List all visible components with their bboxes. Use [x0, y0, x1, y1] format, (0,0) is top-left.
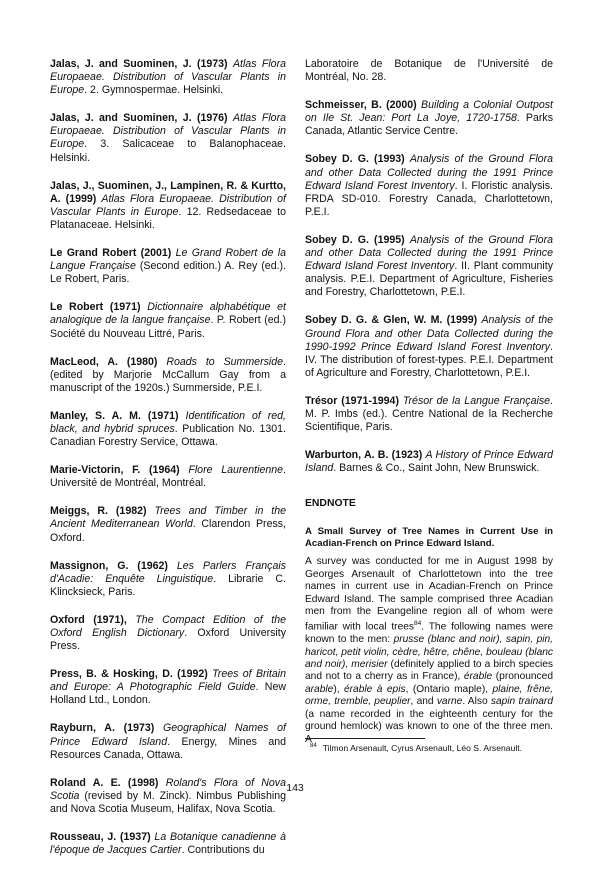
reference-author: Rayburn, A. (1973) [50, 722, 164, 735]
reference-details: . 3. Salicaceae to Balanophaceae. Helsinki. [50, 138, 286, 164]
reference-title: Le Grand Robert de la Langue Française [50, 247, 287, 273]
reference-entry [50, 301, 286, 340]
reference-details: . 12. Redsedaceae to Platanaceae. Helsinki. [50, 205, 286, 231]
reference-entry [50, 668, 286, 707]
reference-entry [50, 722, 286, 761]
reference-details: . Energy, Mines and Resources Canada, Ottawa. [50, 735, 286, 761]
reference-entry [305, 234, 553, 299]
reference-details: . IV. The distribution of forest-types. P.E.I. Department of Agriculture and Forestry, Charlottetown, P.E.I. [305, 340, 553, 379]
footnote [310, 743, 522, 753]
reference-entry [50, 831, 286, 857]
reference-details: . Contributions du [181, 844, 265, 857]
right-reference-list [305, 99, 553, 475]
reference-entry [50, 58, 286, 97]
reference-title: A History of Prince Edward Island [305, 449, 553, 475]
reference-continuation: Laboratoire de Botanique de l'Université de Montréal, No. 28. [305, 58, 553, 84]
footnote-ref: 84 [414, 620, 422, 628]
reference-details: . II. Plant community analysis. P.E.I. Department of Agriculture, Fisheries and Forestry, Charlottetown, P.E.I. [305, 260, 553, 299]
reference-title: Trees and Timber in the Ancient Mediterranean World [50, 505, 286, 531]
reference-details: . Université de Montréal, Montréal. [50, 464, 286, 490]
footnote-divider [305, 738, 425, 739]
reference-author: Rousseau, J. (1937) [50, 831, 155, 844]
reference-details: (Second edition.) A. Rey (ed.). Le Robert, Paris. [50, 260, 287, 286]
reference-entry [305, 314, 553, 379]
reference-title: La Botanique canadienne à l'époque de Jacques Cartier [50, 831, 286, 857]
reference-title: Analysis of the Ground Flora and other Data Collected during the 1991 Prince Edward Island Forest Inventory [305, 233, 553, 273]
reference-title: Roads to Summerside [166, 355, 284, 368]
reference-details: . 2. Gymnospermae. Helsinki. [84, 84, 224, 97]
reference-title: Roland's Flora of Nova Scotia [50, 776, 286, 802]
reference-author: Roland A. E. (1998) [50, 776, 166, 789]
footnote-mark: 84 [310, 743, 317, 750]
reference-entry [50, 247, 286, 286]
reference-entry [50, 464, 286, 490]
endnote-body: A survey was conducted for me in August 1998 by Georges Arsenault of Charlottetown into the tree names in current use in Acadian-French on Prince Edward Island. The sample comprised three Acadian men from the Evangeline region all of whom were familiar with local trees$^{84}$. The following names were known to the men: prusse (blanc and noir), sapin, pin, haricot, petit violin, cèdre, hêtre, chêne, bouleau (blanc and noir), merisier (definitely applied to a birch species and not to a cherry as in France), érable (pronounced arable), érable à epis, (Ontario maple), plaine, frêne, orme, tremble, peuplier, and varne. Also sapin trainard (a name recorded in the eighteenth century for the ground hemlock) was known to one of the three men. A [305, 556, 553, 745]
reference-entry [305, 449, 553, 475]
reference-details: . Oxford University Press. [50, 627, 286, 653]
reference-author: Sobey D. G. (1995) [305, 233, 410, 246]
reference-details: . Publication No. 1301. Canadian Forestry Service, Ottawa. [50, 422, 286, 449]
reference-author: Le Robert (1971) [50, 301, 148, 314]
reference-author: Press, B. & Hosking, D. (1992) [50, 668, 213, 681]
reference-author: Jalas, J. and Suominen, J. (1973) [50, 58, 233, 70]
reference-author: Warburton, A. B. (1923) [305, 449, 426, 462]
footnote-text: Tilmon Arsenault, Cyrus Arsenault, Léo S. Arsenault. [322, 743, 523, 753]
reference-title: Atlas Flora Europaeae. Distribution of Vascular Plants in Europe [50, 58, 286, 97]
reference-title: Analysis of the Ground Flora and other Data Collected during the 1990-1992 Prince Edward Island Forest Inventory [305, 314, 553, 353]
reference-title: Les Parlers Français d'Acadie: Enquête Linguistique [50, 559, 286, 585]
reference-title: Geographical Names of Prince Edward Island [50, 722, 286, 748]
reference-title: Atlas Flora Europaeae. Distribution of Vascular Plants in Europe [50, 112, 286, 151]
reference-entry [50, 505, 286, 544]
reference-author: Marie-Victorin, F. (1964) [50, 464, 189, 477]
reference-author: Manley, S. A. M. (1971) [50, 409, 186, 422]
reference-author: Massignon, G. (1962) [50, 559, 177, 572]
reference-entry [50, 614, 286, 653]
reference-entry [305, 153, 553, 218]
reference-details: . I. Floristic analysis. FRDA SD-010. Forestry Canada, Charlottetown, P.E.I. [305, 179, 553, 218]
reference-author: Sobey D. G. & Glen, W. M. (1999) [305, 314, 482, 327]
reference-title: Dictionnaire alphabétique et analogique de la langue française [50, 301, 287, 327]
reference-title: Building a Colonial Outpost on Ile St. Jean: Port La Joye, 1720-1758 [305, 99, 553, 125]
reference-title: Atlas Flora Europaeae. Distribution of Vascular Plants in Europe [50, 192, 286, 218]
reference-details: . Librarie C. Klincksieck, Paris. [50, 572, 286, 598]
reference-title: Analysis of the Ground Flora and other Data Collected during the 1991 Prince Edward Island Forest Inventory [305, 153, 553, 192]
reference-entry [50, 356, 286, 395]
reference-title: Flore Laurentienne [188, 464, 284, 477]
reference-author: Schmeisser, B. (2000) [305, 99, 422, 112]
reference-author: Le Grand Robert (2001) [50, 247, 176, 260]
left-column [50, 58, 286, 872]
reference-details: (revised by M. Zinck). Nimbus Publishing and Nova Scotia Museum, Halifax, Nova Scotia. [50, 789, 286, 815]
endnote-subtitle: A Small Survey of Tree Names in Current Use in Acadian-French on Prince Edward Island. [305, 526, 553, 550]
reference-entry [305, 395, 553, 434]
reference-title: Identification of red, black, and hybrid spruces [50, 409, 286, 435]
reference-author: Trésor (1971-1994) [305, 394, 403, 407]
page-number: 143 [286, 782, 304, 794]
reference-details: . Parks Canada, Atlantic Service Centre. [305, 112, 553, 138]
endnote-heading: ENDNOTE [305, 498, 356, 510]
reference-entry [305, 99, 553, 138]
reference-author: Oxford (1971), [50, 613, 136, 626]
reference-author: Jalas, J., Suominen, J., Lampinen, R. & Kurtto, A. (1999) [50, 179, 286, 205]
reference-entry [50, 560, 286, 599]
reference-author: Sobey D. G. (1993) [305, 153, 410, 166]
reference-details: . Barnes & Co., Saint John, New Brunswick. [333, 462, 540, 475]
reference-details: . New Holland Ltd., London. [50, 681, 286, 707]
reference-details: . M. P. Imbs (ed.). Centre National de la Recherche Scientifique, Paris. [305, 394, 553, 434]
reference-entry [50, 410, 286, 449]
reference-details: . P. Robert (ed.) Société du Nouveau Littré, Paris. [50, 314, 286, 340]
reference-entry [50, 180, 286, 232]
reference-title: Trees of Britain and Europe: A Photographic Field Guide [50, 668, 286, 694]
reference-author: Meiggs, R. (1982) [50, 505, 155, 518]
reference-author: MacLeod, A. (1980) [50, 355, 167, 368]
reference-title: The Compact Edition of the Oxford English Dictionary [50, 613, 286, 639]
reference-title: Trésor de la Langue Française [402, 394, 551, 407]
reference-entry [50, 112, 286, 164]
reference-details: . (edited by Marjorie McCallum Gay from a manuscript of the 1920s.) Summerside, P.E.I. [50, 355, 286, 394]
reference-author: Jalas, J. and Suominen, J. (1976) [50, 112, 233, 125]
right-column [305, 58, 553, 746]
reference-details: . Clarendon Press, Oxford. [50, 518, 286, 544]
